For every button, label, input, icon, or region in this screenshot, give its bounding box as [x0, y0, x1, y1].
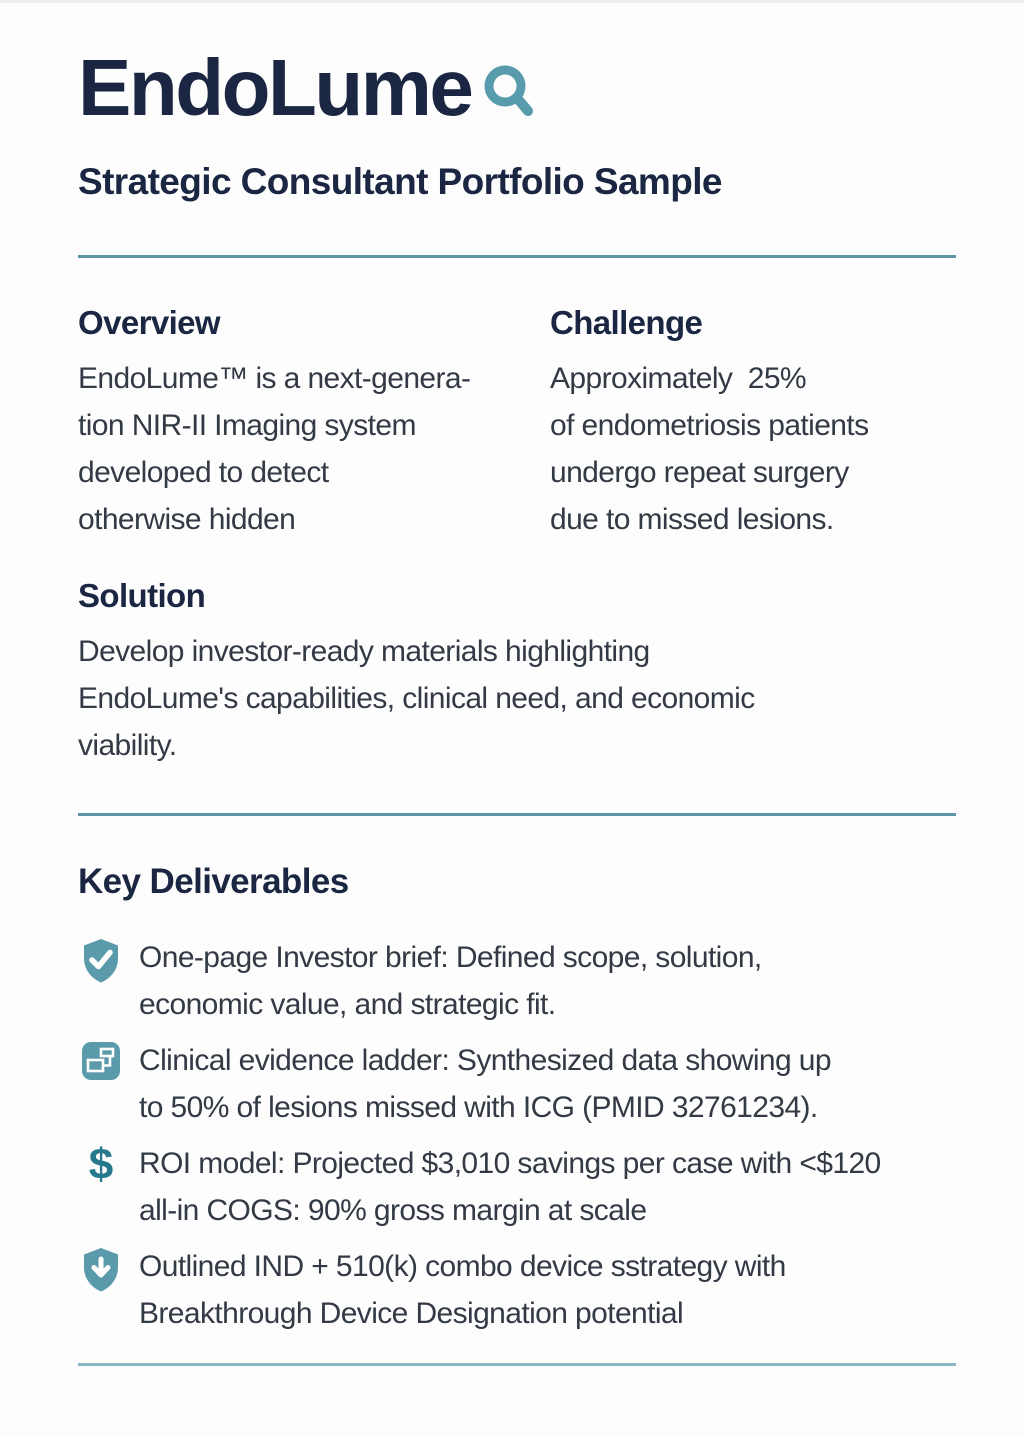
list-item	[78, 1037, 956, 1131]
overview-line: EndoLume™ is a next-genera-	[78, 362, 471, 396]
overview-line: tion NIR-II Imaging system	[78, 409, 416, 443]
overview-challenge-row	[78, 304, 956, 543]
overview-line: developed to detect	[78, 456, 329, 490]
deliverable-line: economic value, and strategic fit.	[139, 988, 556, 1022]
list-item	[78, 934, 956, 1028]
deliverable-text	[139, 1140, 956, 1234]
overview-paragraph	[78, 355, 550, 543]
list-item	[78, 1140, 956, 1234]
challenge-heading: Challenge	[550, 304, 703, 342]
divider-bottom	[78, 1363, 956, 1366]
key-deliverables-heading: Key Deliverables	[78, 862, 349, 902]
magnifier-icon	[481, 62, 537, 127]
overview-line: otherwise hidden	[78, 503, 296, 537]
divider-middle	[78, 813, 956, 816]
deliverable-line: to 50% of lesions missed with ICG (PMID 32761234).	[139, 1091, 818, 1125]
challenge-line: Approximately 25%	[550, 362, 806, 396]
page-title: EndoLume	[78, 43, 472, 132]
solution-section	[78, 577, 956, 769]
evidence-ladder-icon	[78, 1040, 124, 1084]
deliverable-line: Clinical evidence ladder: Synthesized data showing up	[139, 1044, 831, 1078]
dollar-icon	[78, 1140, 124, 1190]
page-subtitle: Strategic Consultant Portfolio Sample	[78, 161, 722, 203]
challenge-paragraph	[550, 355, 956, 543]
challenge-line: undergo repeat surgery	[550, 456, 849, 490]
key-deliverables-list	[78, 934, 956, 1337]
overview-heading: Overview	[78, 304, 220, 342]
overview-section	[78, 304, 550, 543]
deliverable-text	[139, 1243, 956, 1337]
deliverable-text	[139, 1037, 956, 1131]
dollar-glyph: $	[88, 1140, 114, 1190]
divider-top	[78, 255, 956, 258]
shield-arrow-down-icon	[78, 1246, 124, 1294]
solution-line: Develop investor-ready materials highlighting	[78, 635, 650, 669]
solution-heading: Solution	[78, 577, 206, 615]
shield-check-icon	[78, 937, 124, 985]
header	[78, 45, 956, 131]
challenge-line: due to missed lesions.	[550, 503, 834, 537]
challenge-section	[550, 304, 956, 543]
deliverable-text	[139, 934, 956, 1028]
deliverable-line: Outlined IND + 510(k) combo device sstrategy with	[139, 1250, 786, 1284]
deliverable-line: Breakthrough Device Designation potential	[139, 1297, 684, 1331]
challenge-line: of endometriosis patients	[550, 409, 869, 443]
deliverable-line: ROI model: Projected $3,010 savings per case with <$120	[139, 1147, 881, 1181]
deliverable-line: all-in COGS: 90% gross margin at scale	[139, 1194, 647, 1228]
solution-line: viability.	[78, 729, 177, 763]
solution-line: EndoLume's capabilities, clinical need, and economic	[78, 682, 755, 716]
list-item	[78, 1243, 956, 1337]
solution-paragraph	[78, 628, 956, 769]
deliverable-line: One-page Investor brief: Defined scope, solution,	[139, 941, 762, 975]
